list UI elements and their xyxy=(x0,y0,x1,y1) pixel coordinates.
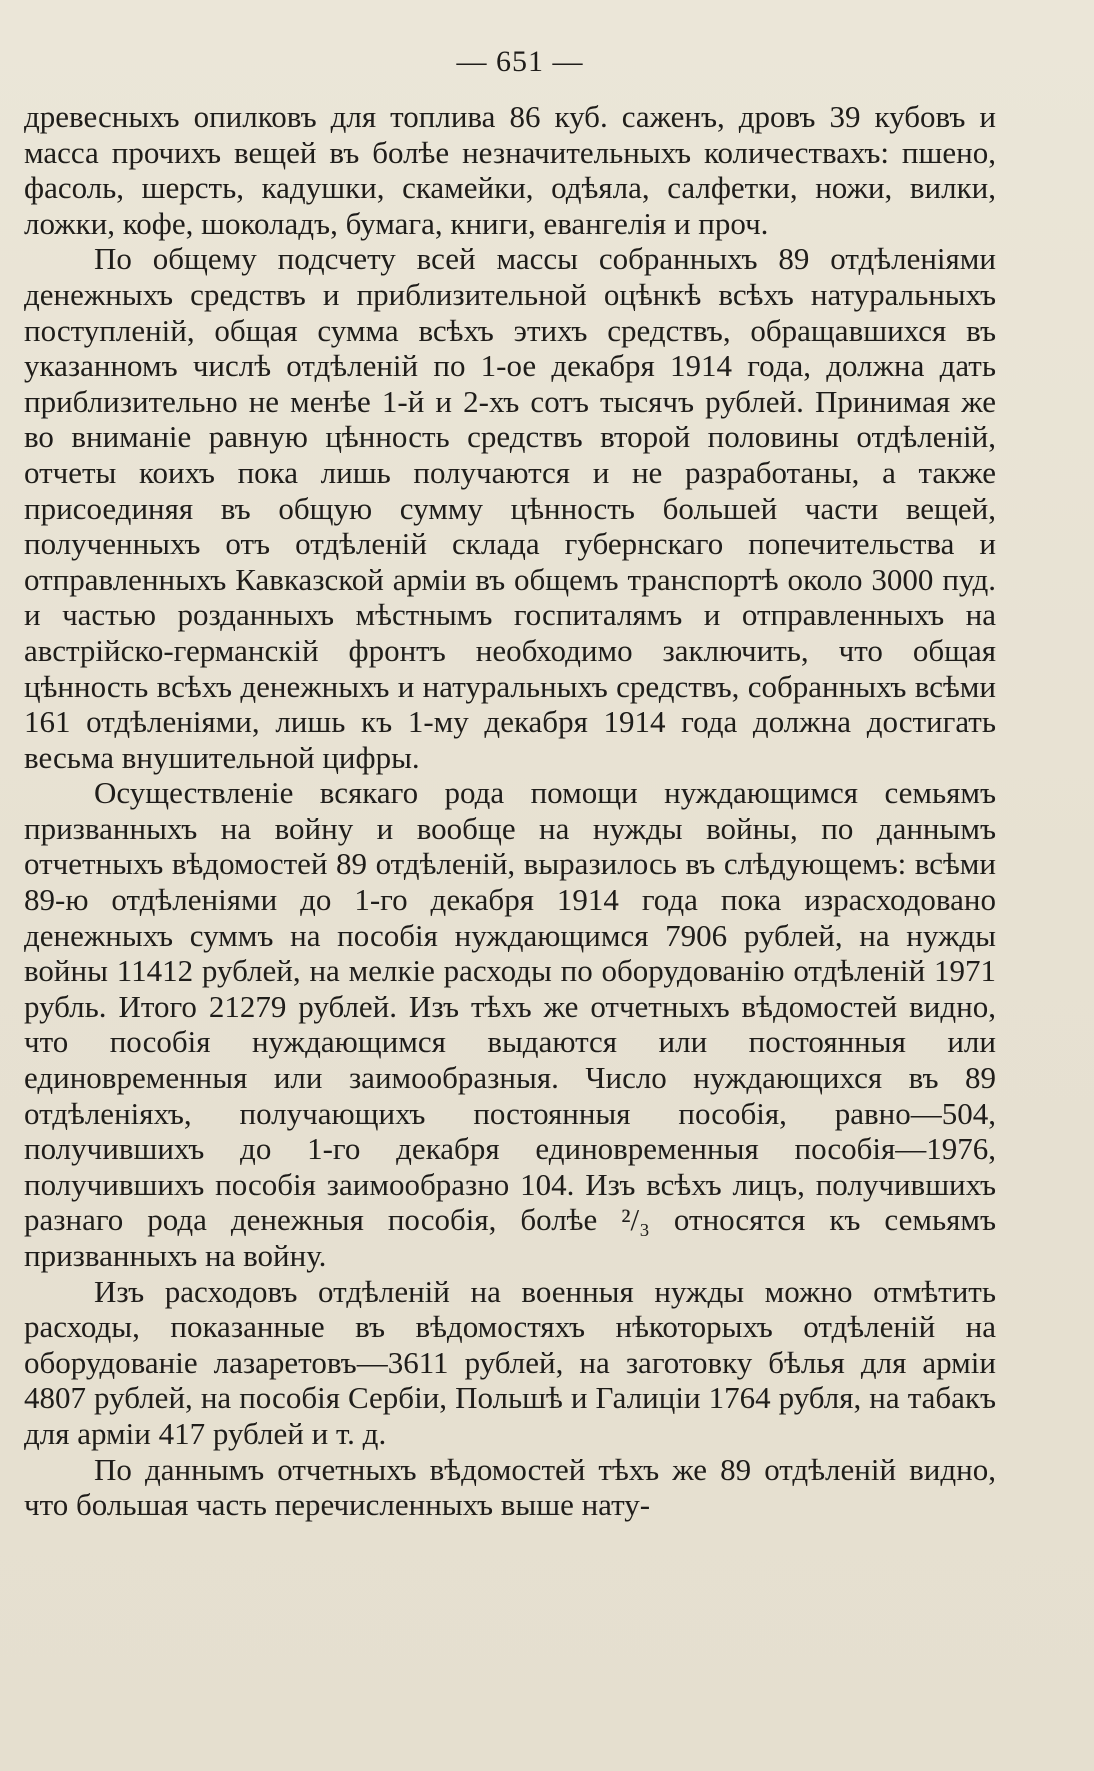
paragraph-assistance: Осуществленіе всякаго рода помощи нуждающимся семьямъ призванныхъ на войну и вообще на нужды войны, по даннымъ отчетныхъ вѣдомостей 89 отдѣленій, выразилось въ слѣдующемъ: всѣми 89-ю отдѣленіями до 1-го декабря 1914 года пока израсходовано денежныхъ суммъ на пособія нуждающимся 7906 рублей, на нужды войны 11412 рублей, на мелкіе расходы по оборудованію отдѣленій 1971 рубль. Итого 21279 рублей. Изъ тѣхъ же отчетныхъ вѣдомостей видно, что пособія нуждающимся выдаются или постоянныя или единовременныя или заимообразныя. Число нуждающихся въ 89 отдѣленіяхъ, получающихъ постоянныя пособія, равно—504, получившихъ до 1-го декабря единовременныя пособія—1976, получившихъ пособія заимообразно 104. Изъ всѣхъ лицъ, получившихъ разнаго рода денежныя пособія, болѣе ²/₃ относятся къ семьямъ призванныхъ на войну. xyxy=(24,775,996,1273)
paragraph-final: По даннымъ отчетныхъ вѣдомостей тѣхъ же 89 отдѣленій видно, что большая часть перечисленныхъ выше нату- xyxy=(24,1451,996,1523)
paragraph-continuation: древесныхъ опилковъ для топлива 86 куб. саженъ, дровъ 39 кубовъ и масса прочихъ вещей въ болѣе незначительныхъ количествахъ: пшено, фасоль, шерсть, кадушки, скамейки, одѣяла, салфетки, ножи, вилки, ложки, кофе, шоколадъ, бумага, книги, евангелія и проч. xyxy=(24,99,996,241)
page-number: — 651 — xyxy=(456,45,584,78)
paragraph-military-expenses: Изъ расходовъ отдѣленій на военныя нужды можно отмѣтить расходы, показанные въ вѣдомостяхъ нѣкоторыхъ отдѣленій на оборудованіе лазаретовъ—3611 рублей, на заготовку бѣлья для арміи 4807 рублей, на пособія Сербіи, Польшѣ и Галиціи 1764 рубля, на табакъ для арміи 417 рублей и т. д. xyxy=(24,1273,996,1451)
paragraph-total-sum: По общему подсчету всей массы собранныхъ 89 отдѣленіями денежныхъ средствъ и приблизительной оцѣнкѣ всѣхъ натуральныхъ поступленій, общая сумма всѣхъ этихъ средствъ, обращавшихся въ указанномъ числѣ отдѣленій по 1-ое декабря 1914 года, должна дать приблизительно не менѣе 1-й и 2-хъ сотъ тысячъ рублей. Принимая же во вниманіе равную цѣнность средствъ второй половины отдѣленій, отчеты коихъ пока лишь получаются и не разработаны, а также присоединяя въ общую сумму цѣнность большей части вещей, полученныхъ отъ отдѣленій склада губернскаго попечительства и отправленныхъ Кавказской арміи въ общемъ транспортѣ около 3000 пуд. и частью розданныхъ мѣстнымъ госпиталямъ и отправленныхъ на австрійско-германскій фронтъ необходимо заключить, что общая цѣнность всѣхъ денежныхъ и натуральныхъ средствъ, собранныхъ всѣми 161 отдѣленіями, лишь къ 1-му декабря 1914 года должна достигать весьма внушительной цифры. xyxy=(24,241,996,775)
